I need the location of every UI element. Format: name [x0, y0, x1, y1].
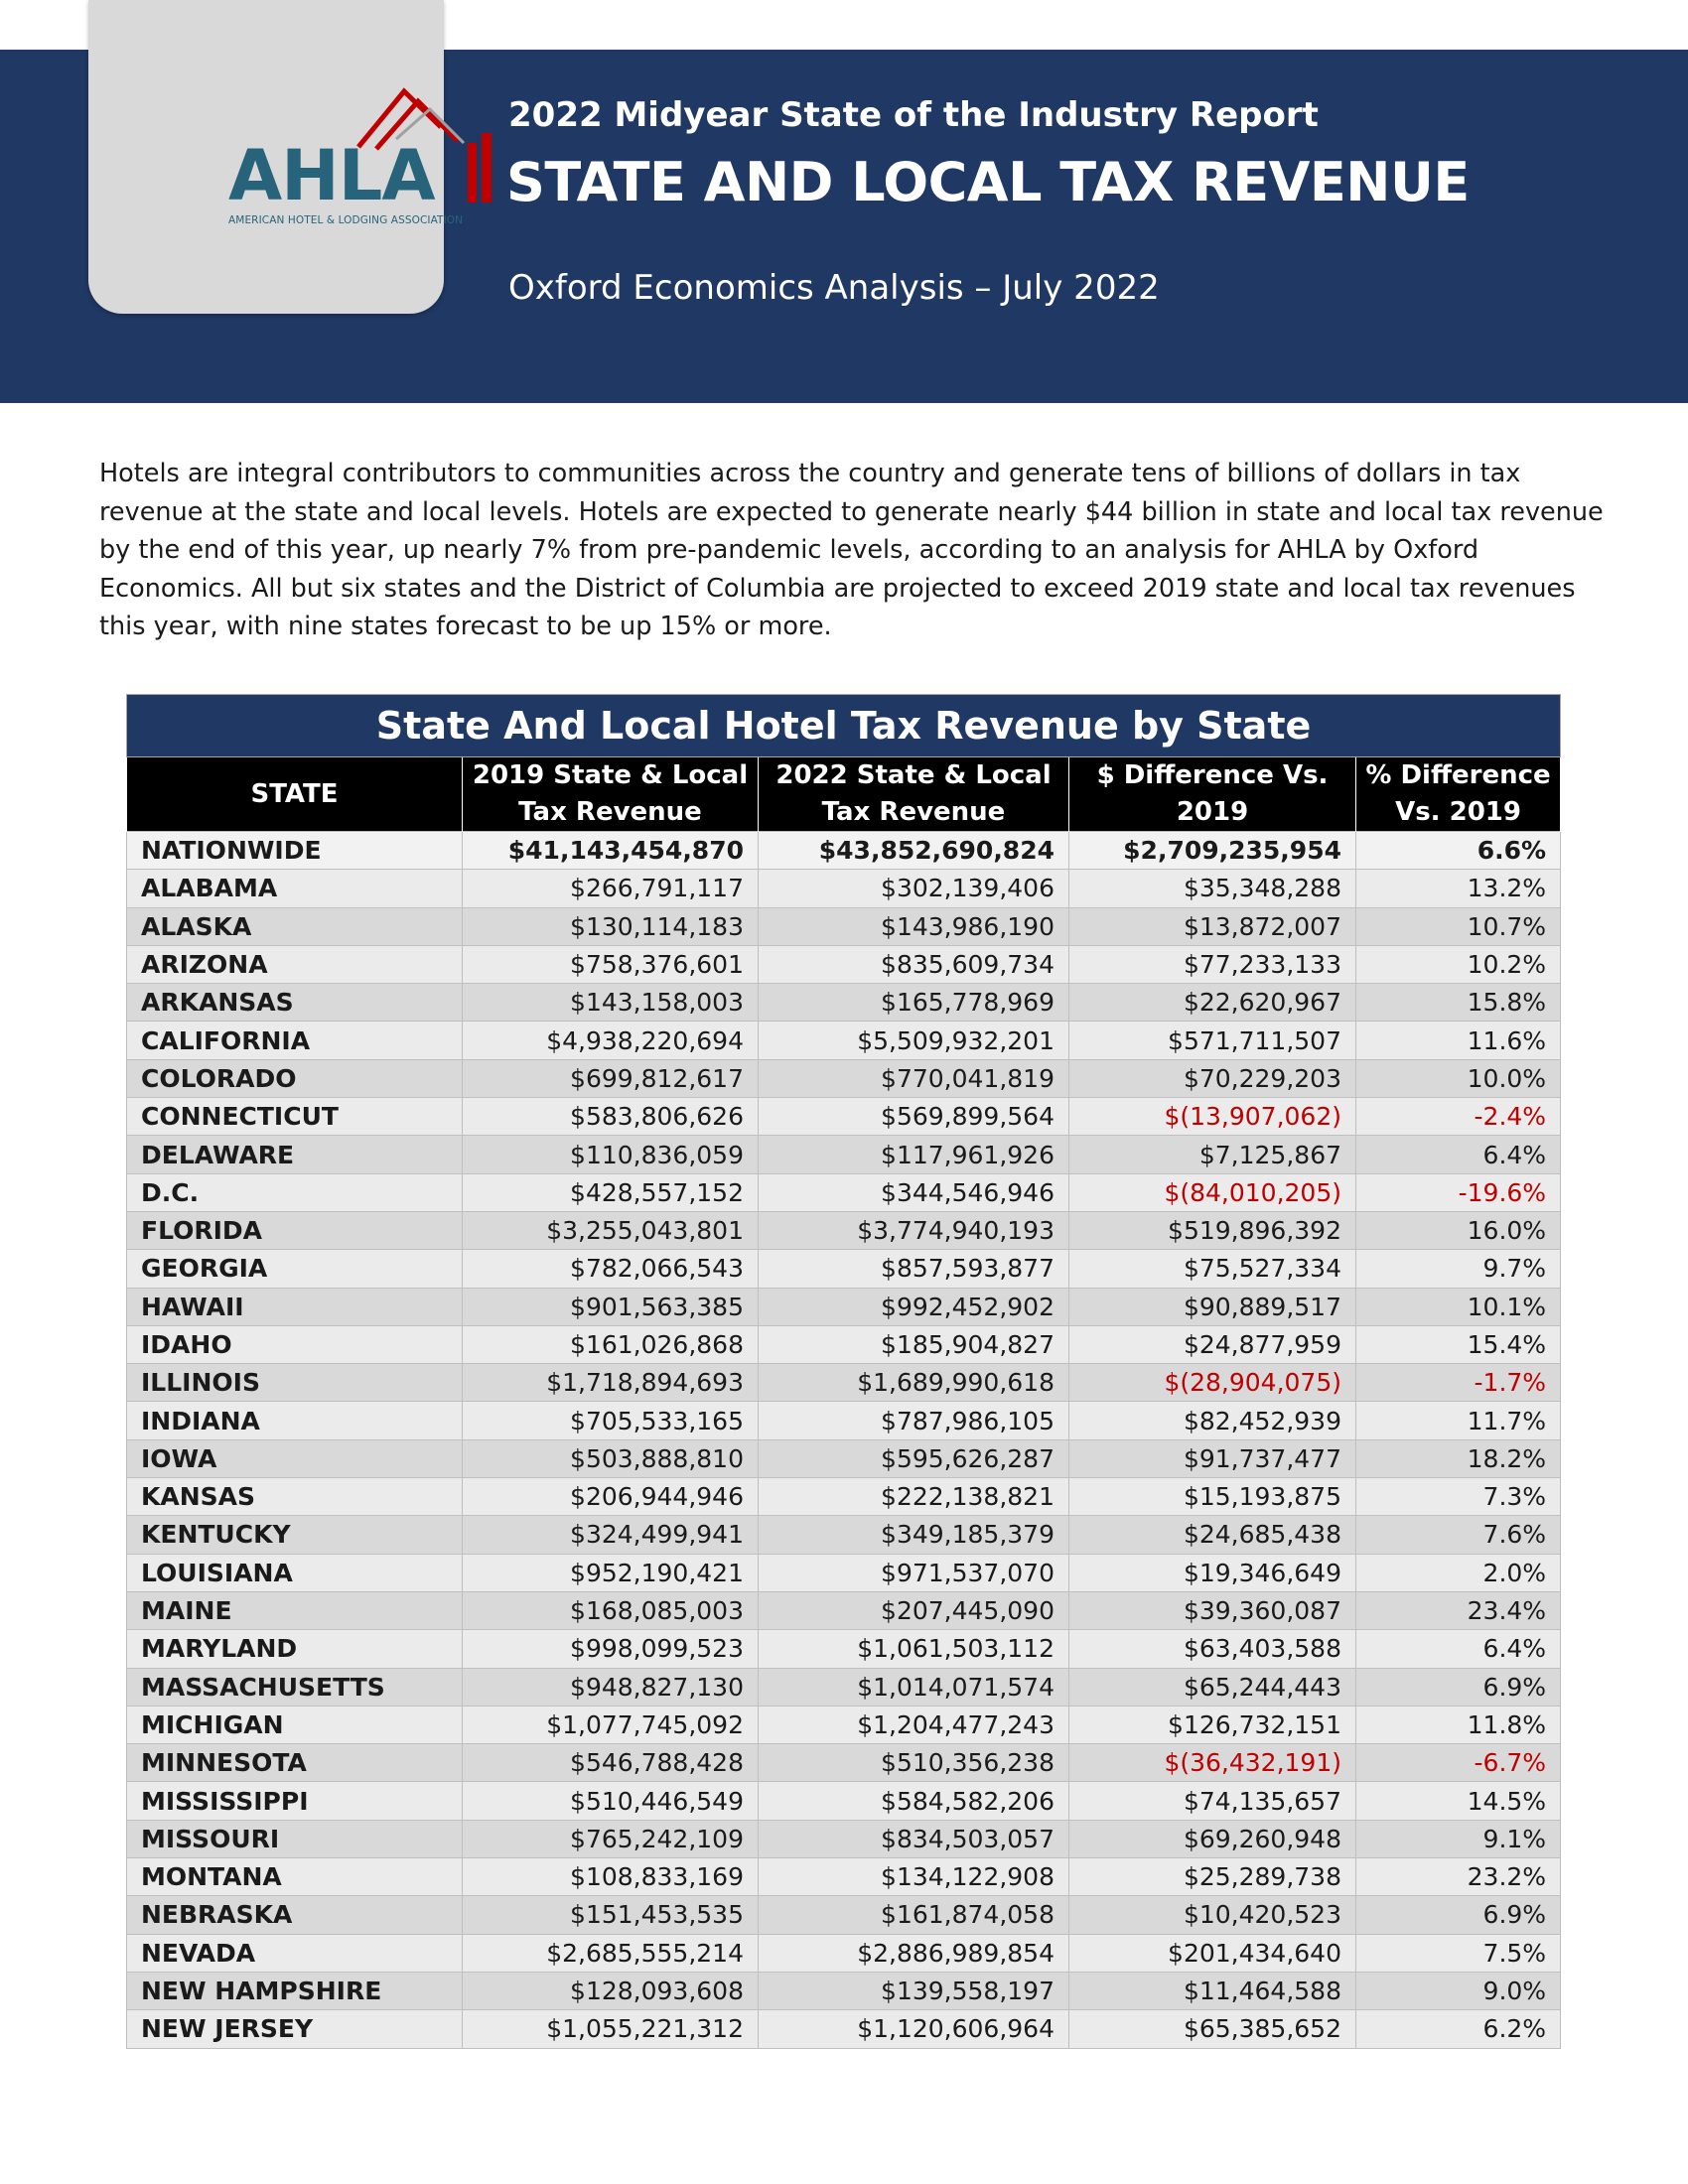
column-header-2019-revenue: 2019 State & Local Tax Revenue: [463, 757, 759, 832]
cell-2019-revenue: $952,190,421: [463, 1554, 759, 1591]
cell-state: COLORADO: [127, 1059, 463, 1097]
cell-percent-difference: 23.4%: [1356, 1591, 1561, 1629]
table-row: [127, 1820, 1561, 1857]
cell-percent-difference: 6.6%: [1356, 832, 1561, 870]
cell-2022-revenue: $143,986,190: [759, 907, 1069, 945]
cell-state: GEORGIA: [127, 1250, 463, 1288]
cell-dollar-difference: $126,732,151: [1069, 1706, 1356, 1743]
cell-2019-revenue: $782,066,543: [463, 1250, 759, 1288]
cell-state: MONTANA: [127, 1858, 463, 1896]
cell-dollar-difference: $(28,904,075): [1069, 1364, 1356, 1402]
cell-percent-difference: 7.3%: [1356, 1478, 1561, 1516]
cell-state: MARYLAND: [127, 1630, 463, 1668]
cell-2019-revenue: $510,446,549: [463, 1782, 759, 1820]
cell-2019-revenue: $3,255,043,801: [463, 1211, 759, 1249]
cell-dollar-difference: $25,289,738: [1069, 1858, 1356, 1896]
cell-percent-difference: 9.1%: [1356, 1820, 1561, 1857]
table-header-row: [127, 757, 1561, 832]
column-header-state: STATE: [127, 757, 463, 832]
table-row: [127, 870, 1561, 907]
report-kicker: 2022 Midyear State of the Industry Report: [508, 95, 1319, 135]
cell-percent-difference: 6.2%: [1356, 2010, 1561, 2048]
page-subtitle: Oxford Economics Analysis – July 2022: [508, 268, 1160, 308]
cell-percent-difference: 9.0%: [1356, 1972, 1561, 2009]
cell-dollar-difference: $63,403,588: [1069, 1630, 1356, 1668]
cell-2022-revenue: $349,185,379: [759, 1516, 1069, 1554]
cell-percent-difference: 15.4%: [1356, 1325, 1561, 1363]
cell-state: ALABAMA: [127, 870, 463, 907]
cell-2022-revenue: $835,609,734: [759, 945, 1069, 983]
page-title: STATE AND LOCAL TAX REVENUE: [506, 151, 1470, 213]
cell-state: IDAHO: [127, 1325, 463, 1363]
cell-dollar-difference: $24,877,959: [1069, 1325, 1356, 1363]
cell-dollar-difference: $77,233,133: [1069, 945, 1356, 983]
table-row: [127, 1439, 1561, 1477]
cell-2022-revenue: $302,139,406: [759, 870, 1069, 907]
cell-state: MAINE: [127, 1591, 463, 1629]
cell-percent-difference: 23.2%: [1356, 1858, 1561, 1896]
cell-2022-revenue: $834,503,057: [759, 1820, 1069, 1857]
cell-state: NATIONWIDE: [127, 832, 463, 870]
cell-2022-revenue: $139,558,197: [759, 1972, 1069, 2009]
table-row: [127, 1934, 1561, 1972]
cell-percent-difference: 6.4%: [1356, 1630, 1561, 1668]
cell-2022-revenue: $134,122,908: [759, 1858, 1069, 1896]
cell-percent-difference: 6.9%: [1356, 1668, 1561, 1706]
logo-wordmark: AHLA: [228, 135, 435, 216]
cell-2022-revenue: $1,014,071,574: [759, 1668, 1069, 1706]
table-row: [127, 1211, 1561, 1249]
table-row: [127, 1098, 1561, 1136]
table-row: [127, 1630, 1561, 1668]
table-row: [127, 832, 1561, 870]
tax-revenue-table: [126, 694, 1561, 2049]
cell-state: NEVADA: [127, 1934, 463, 1972]
cell-2019-revenue: $948,827,130: [463, 1668, 759, 1706]
cell-dollar-difference: $(84,010,205): [1069, 1173, 1356, 1211]
cell-dollar-difference: $74,135,657: [1069, 1782, 1356, 1820]
table-title: State And Local Hotel Tax Revenue by State: [127, 695, 1561, 757]
cell-dollar-difference: $35,348,288: [1069, 870, 1356, 907]
cell-state: MISSOURI: [127, 1820, 463, 1857]
cell-percent-difference: 10.1%: [1356, 1288, 1561, 1325]
cell-2019-revenue: $765,242,109: [463, 1820, 759, 1857]
cell-2022-revenue: $222,138,821: [759, 1478, 1069, 1516]
table-row: [127, 1059, 1561, 1097]
cell-dollar-difference: $22,620,967: [1069, 984, 1356, 1022]
table-row: [127, 1858, 1561, 1896]
cell-2019-revenue: $161,026,868: [463, 1325, 759, 1363]
table-row: [127, 1022, 1561, 1059]
cell-dollar-difference: $90,889,517: [1069, 1288, 1356, 1325]
cell-2019-revenue: $41,143,454,870: [463, 832, 759, 870]
cell-percent-difference: 7.5%: [1356, 1934, 1561, 1972]
table-row: [127, 1364, 1561, 1402]
cell-percent-difference: 2.0%: [1356, 1554, 1561, 1591]
cell-state: D.C.: [127, 1173, 463, 1211]
table-body: [127, 832, 1561, 2049]
cell-2019-revenue: $324,499,941: [463, 1516, 759, 1554]
cell-state: HAWAII: [127, 1288, 463, 1325]
cell-percent-difference: 10.2%: [1356, 945, 1561, 983]
table-row: [127, 1972, 1561, 2009]
cell-percent-difference: -1.7%: [1356, 1364, 1561, 1402]
table-row: [127, 1896, 1561, 1934]
cell-state: NEW JERSEY: [127, 2010, 463, 2048]
cell-state: NEW HAMPSHIRE: [127, 1972, 463, 2009]
cell-percent-difference: 15.8%: [1356, 984, 1561, 1022]
cell-2019-revenue: $901,563,385: [463, 1288, 759, 1325]
cell-2019-revenue: $1,718,894,693: [463, 1364, 759, 1402]
cell-2022-revenue: $787,986,105: [759, 1402, 1069, 1439]
cell-percent-difference: 14.5%: [1356, 1782, 1561, 1820]
cell-2019-revenue: $758,376,601: [463, 945, 759, 983]
table-row: [127, 945, 1561, 983]
cell-dollar-difference: $519,896,392: [1069, 1211, 1356, 1249]
cell-2022-revenue: $165,778,969: [759, 984, 1069, 1022]
cell-2022-revenue: $43,852,690,824: [759, 832, 1069, 870]
cell-dollar-difference: $(36,432,191): [1069, 1744, 1356, 1782]
cell-percent-difference: -19.6%: [1356, 1173, 1561, 1211]
cell-2019-revenue: $151,453,535: [463, 1896, 759, 1934]
table-row: [127, 1325, 1561, 1363]
cell-2019-revenue: $503,888,810: [463, 1439, 759, 1477]
cell-2022-revenue: $185,904,827: [759, 1325, 1069, 1363]
table-row: [127, 1554, 1561, 1591]
cell-2019-revenue: $110,836,059: [463, 1136, 759, 1173]
cell-2022-revenue: $584,582,206: [759, 1782, 1069, 1820]
cell-state: MASSACHUSETTS: [127, 1668, 463, 1706]
cell-percent-difference: 11.6%: [1356, 1022, 1561, 1059]
cell-state: CONNECTICUT: [127, 1098, 463, 1136]
table-row: [127, 1136, 1561, 1173]
cell-2019-revenue: $1,077,745,092: [463, 1706, 759, 1743]
cell-state: ALASKA: [127, 907, 463, 945]
table-row: [127, 2010, 1561, 2048]
tax-revenue-table-container: [126, 694, 1560, 2049]
cell-dollar-difference: $75,527,334: [1069, 1250, 1356, 1288]
cell-dollar-difference: $10,420,523: [1069, 1896, 1356, 1934]
cell-dollar-difference: $571,711,507: [1069, 1022, 1356, 1059]
intro-paragraph: Hotels are integral contributors to communities across the country and generate tens of billions of dollars in tax revenue at the state and local levels. Hotels are expected to generate nearly $44 billion in state and local tax revenue by the end of this year, up nearly 7% from pre-pandemic levels, according to an analysis for AHLA by Oxford Economics. All but six states and the District of Columbia are projected to exceed 2019 state and local tax revenues this year, with nine states forecast to be up 15% or more.: [99, 459, 1604, 641]
cell-2019-revenue: $266,791,117: [463, 870, 759, 907]
cell-percent-difference: -6.7%: [1356, 1744, 1561, 1782]
cell-2019-revenue: $2,685,555,214: [463, 1934, 759, 1972]
cell-state: KENTUCKY: [127, 1516, 463, 1554]
cell-2019-revenue: $546,788,428: [463, 1744, 759, 1782]
cell-2022-revenue: $569,899,564: [759, 1098, 1069, 1136]
cell-dollar-difference: $2,709,235,954: [1069, 832, 1356, 870]
cell-2022-revenue: $595,626,287: [759, 1439, 1069, 1477]
cell-state: MICHIGAN: [127, 1706, 463, 1743]
cell-percent-difference: 6.9%: [1356, 1896, 1561, 1934]
cell-2022-revenue: $857,593,877: [759, 1250, 1069, 1288]
cell-2019-revenue: $130,114,183: [463, 907, 759, 945]
cell-dollar-difference: $82,452,939: [1069, 1402, 1356, 1439]
cell-2019-revenue: $108,833,169: [463, 1858, 759, 1896]
cell-dollar-difference: $201,434,640: [1069, 1934, 1356, 1972]
logo-subtitle: AMERICAN HOTEL & LODGING ASSOCIATION: [228, 214, 464, 226]
cell-2019-revenue: $1,055,221,312: [463, 2010, 759, 2048]
table-row: [127, 1516, 1561, 1554]
cell-dollar-difference: $13,872,007: [1069, 907, 1356, 945]
table-row: [127, 907, 1561, 945]
cell-2022-revenue: $117,961,926: [759, 1136, 1069, 1173]
cell-2019-revenue: $699,812,617: [463, 1059, 759, 1097]
table-row: [127, 1402, 1561, 1439]
column-header-2022-revenue: 2022 State & Local Tax Revenue: [759, 757, 1069, 832]
cell-percent-difference: -2.4%: [1356, 1098, 1561, 1136]
cell-state: INDIANA: [127, 1402, 463, 1439]
cell-2019-revenue: $583,806,626: [463, 1098, 759, 1136]
table-row: [127, 1250, 1561, 1288]
cell-dollar-difference: $65,385,652: [1069, 2010, 1356, 2048]
cell-state: DELAWARE: [127, 1136, 463, 1173]
cell-percent-difference: 6.4%: [1356, 1136, 1561, 1173]
cell-dollar-difference: $(13,907,062): [1069, 1098, 1356, 1136]
cell-2022-revenue: $1,061,503,112: [759, 1630, 1069, 1668]
cell-2022-revenue: $992,452,902: [759, 1288, 1069, 1325]
cell-2022-revenue: $510,356,238: [759, 1744, 1069, 1782]
cell-dollar-difference: $19,346,649: [1069, 1554, 1356, 1591]
cell-2019-revenue: $168,085,003: [463, 1591, 759, 1629]
cell-dollar-difference: $65,244,443: [1069, 1668, 1356, 1706]
cell-state: FLORIDA: [127, 1211, 463, 1249]
cell-2022-revenue: $3,774,940,193: [759, 1211, 1069, 1249]
cell-state: KANSAS: [127, 1478, 463, 1516]
cell-2022-revenue: $770,041,819: [759, 1059, 1069, 1097]
cell-percent-difference: 16.0%: [1356, 1211, 1561, 1249]
cell-2022-revenue: $1,120,606,964: [759, 2010, 1069, 2048]
cell-percent-difference: 9.7%: [1356, 1250, 1561, 1288]
cell-2022-revenue: $1,204,477,243: [759, 1706, 1069, 1743]
cell-2022-revenue: $161,874,058: [759, 1896, 1069, 1934]
cell-dollar-difference: $15,193,875: [1069, 1478, 1356, 1516]
cell-state: IOWA: [127, 1439, 463, 1477]
column-header-dollar-difference: $ Difference Vs. 2019: [1069, 757, 1356, 832]
cell-dollar-difference: $39,360,087: [1069, 1591, 1356, 1629]
cell-dollar-difference: $24,685,438: [1069, 1516, 1356, 1554]
table-row: [127, 1591, 1561, 1629]
cell-state: MINNESOTA: [127, 1744, 463, 1782]
cell-2019-revenue: $4,938,220,694: [463, 1022, 759, 1059]
cell-percent-difference: 18.2%: [1356, 1439, 1561, 1477]
cell-2019-revenue: $206,944,946: [463, 1478, 759, 1516]
cell-state: ILLINOIS: [127, 1364, 463, 1402]
cell-2022-revenue: $2,886,989,854: [759, 1934, 1069, 1972]
cell-2022-revenue: $207,445,090: [759, 1591, 1069, 1629]
cell-percent-difference: 13.2%: [1356, 870, 1561, 907]
cell-percent-difference: 10.0%: [1356, 1059, 1561, 1097]
cell-state: ARKANSAS: [127, 984, 463, 1022]
table-row: [127, 1173, 1561, 1211]
cell-percent-difference: 11.7%: [1356, 1402, 1561, 1439]
logo-card: [88, 0, 464, 314]
table-row: [127, 1782, 1561, 1820]
cell-state: ARIZONA: [127, 945, 463, 983]
cell-percent-difference: 11.8%: [1356, 1706, 1561, 1743]
cell-2019-revenue: $428,557,152: [463, 1173, 759, 1211]
cell-state: NEBRASKA: [127, 1896, 463, 1934]
cell-2022-revenue: $5,509,932,201: [759, 1022, 1069, 1059]
cell-2019-revenue: $705,533,165: [463, 1402, 759, 1439]
cell-dollar-difference: $91,737,477: [1069, 1439, 1356, 1477]
cell-state: CALIFORNIA: [127, 1022, 463, 1059]
cell-2019-revenue: $143,158,003: [463, 984, 759, 1022]
table-row: [127, 984, 1561, 1022]
table-row: [127, 1478, 1561, 1516]
cell-dollar-difference: $69,260,948: [1069, 1820, 1356, 1857]
cell-2019-revenue: $998,099,523: [463, 1630, 759, 1668]
table-row: [127, 1706, 1561, 1743]
cell-state: LOUISIANA: [127, 1554, 463, 1591]
cell-dollar-difference: $7,125,867: [1069, 1136, 1356, 1173]
cell-2022-revenue: $971,537,070: [759, 1554, 1069, 1591]
column-header-percent-difference: % Difference Vs. 2019: [1356, 757, 1561, 832]
cell-dollar-difference: $70,229,203: [1069, 1059, 1356, 1097]
cell-state: MISSISSIPPI: [127, 1782, 463, 1820]
cell-percent-difference: 10.7%: [1356, 907, 1561, 945]
table-row: [127, 1288, 1561, 1325]
table-row: [127, 1744, 1561, 1782]
table-row: [127, 1668, 1561, 1706]
cell-percent-difference: 7.6%: [1356, 1516, 1561, 1554]
cell-2019-revenue: $128,093,608: [463, 1972, 759, 2009]
cell-2022-revenue: $1,689,990,618: [759, 1364, 1069, 1402]
cell-dollar-difference: $11,464,588: [1069, 1972, 1356, 2009]
cell-2022-revenue: $344,546,946: [759, 1173, 1069, 1211]
